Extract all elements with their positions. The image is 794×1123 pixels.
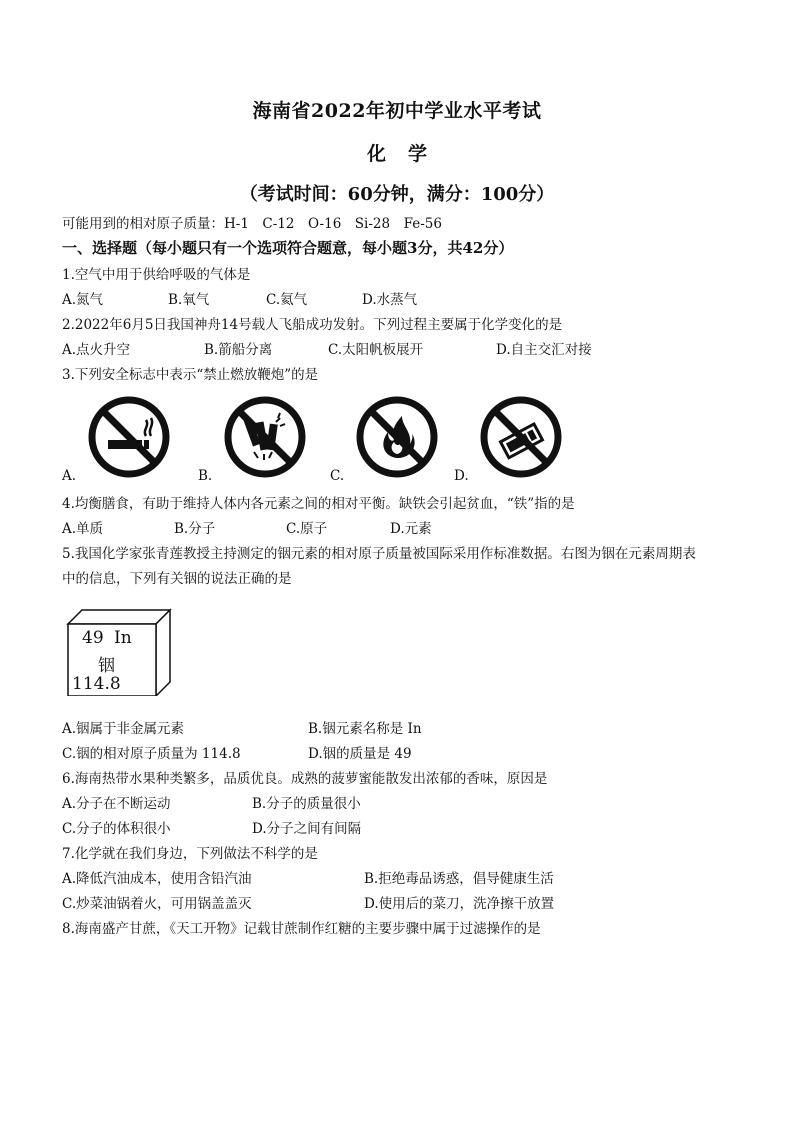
question-6-option-b: B.分子的质量很小 <box>252 796 361 812</box>
no-matches-sign-icon <box>480 396 562 478</box>
atomic-masses: 可能用到的相对原子质量：H-1 C-12 O-16 Si-28 Fe-56 <box>62 216 442 232</box>
question-7-option-a: A.降低汽油成本，使用含铅汽油 <box>62 871 252 887</box>
no-open-flame-sign-icon <box>356 396 438 478</box>
exam-subject: 化学 <box>366 143 449 165</box>
question-3-option-a: A. <box>62 468 77 484</box>
question-5-option-d: D.铟的质量是 49 <box>308 746 412 762</box>
question-8-stem: 8.海南盛产甘蔗，《天工开物》记载甘蔗制作红糖的主要步骤中属于过滤操作的是 <box>62 921 541 937</box>
section-heading: 一、选择题（每小题只有一个选项符合题意，每小题3分，共42分） <box>62 239 514 257</box>
question-5-option-a: A.铟属于非金属元素 <box>62 721 185 737</box>
question-5-stem-line-2: 中的信息，下列有关铟的说法正确的是 <box>62 571 292 587</box>
question-1-option-b: B.氧气 <box>168 292 210 308</box>
question-1-option-a: A.氮气 <box>62 292 104 308</box>
question-3-option-c: C. <box>330 468 345 484</box>
question-3-option-b: B. <box>198 468 213 484</box>
question-4-option-c: C.原子 <box>286 521 328 537</box>
question-5-option-b: B.铟元素名称是 In <box>308 721 422 737</box>
question-4-option-a: A.单质 <box>62 521 104 537</box>
no-smoking-sign-icon <box>88 396 170 478</box>
exam-time-info: （考试时间：60分钟，满分：100分） <box>239 184 555 205</box>
question-2-option-c: C.太阳帆板展开 <box>328 342 424 358</box>
question-4-stem: 4.均衡膳食，有助于维持人体内各元素之间的相对平衡。缺铁会引起贫血，“铁”指的是 <box>62 496 575 512</box>
question-1-option-d: D.水蒸气 <box>362 292 418 308</box>
question-6-option-c: C.分子的体积很小 <box>62 821 171 837</box>
element-atomic-number: 49 <box>82 628 104 648</box>
exam-title: 海南省2022年初中学业水平考试 <box>252 100 542 122</box>
question-5-option-c: C.铟的相对原子质量为 114.8 <box>62 746 241 762</box>
question-2-option-d: D.自主交汇对接 <box>496 342 592 358</box>
element-symbol: In <box>114 628 132 648</box>
element-atomic-mass: 114.8 <box>72 674 121 694</box>
question-5-stem-line-1: 5.我国化学家张青莲教授主持测定的铟元素的相对原子质量被国际采用作标准数据。右图为铟在元素周期表 <box>62 546 696 562</box>
question-1-option-c: C.氦气 <box>266 292 308 308</box>
no-firecrackers-sign-icon <box>224 396 306 478</box>
question-6-stem: 6.海南热带水果种类繁多，品质优良。成熟的菠萝蜜能散发出浓郁的香味，原因是 <box>62 771 548 787</box>
question-4-option-b: B.分子 <box>174 521 216 537</box>
question-3-stem: 3.下列安全标志中表示“禁止燃放鞭炮”的是 <box>62 367 319 383</box>
question-4-option-d: D.元素 <box>390 521 432 537</box>
question-6-option-a: A.分子在不断运动 <box>62 796 171 812</box>
element-name: 铟 <box>98 656 115 676</box>
question-3-option-d: D. <box>454 468 469 484</box>
question-7-option-c: C.炒菜油锅着火，可用锅盖盖灭 <box>62 896 252 912</box>
question-7-option-d: D.使用后的菜刀，洗净擦干放置 <box>364 896 555 912</box>
question-2-option-b: B.箭船分离 <box>204 342 273 358</box>
question-2-option-a: A.点火升空 <box>62 342 131 358</box>
question-7-stem: 7.化学就在我们身边，下列做法不科学的是 <box>62 846 318 862</box>
question-6-option-d: D.分子之间有间隔 <box>252 821 362 837</box>
question-1-stem: 1.空气中用于供给呼吸的气体是 <box>62 267 251 283</box>
question-7-option-b: B.拒绝毒品诱惑，倡导健康生活 <box>364 871 554 887</box>
question-2-stem: 2.2022年6月5日我国神舟14号载人飞船成功发射。下列过程主要属于化学变化的是 <box>62 317 563 333</box>
